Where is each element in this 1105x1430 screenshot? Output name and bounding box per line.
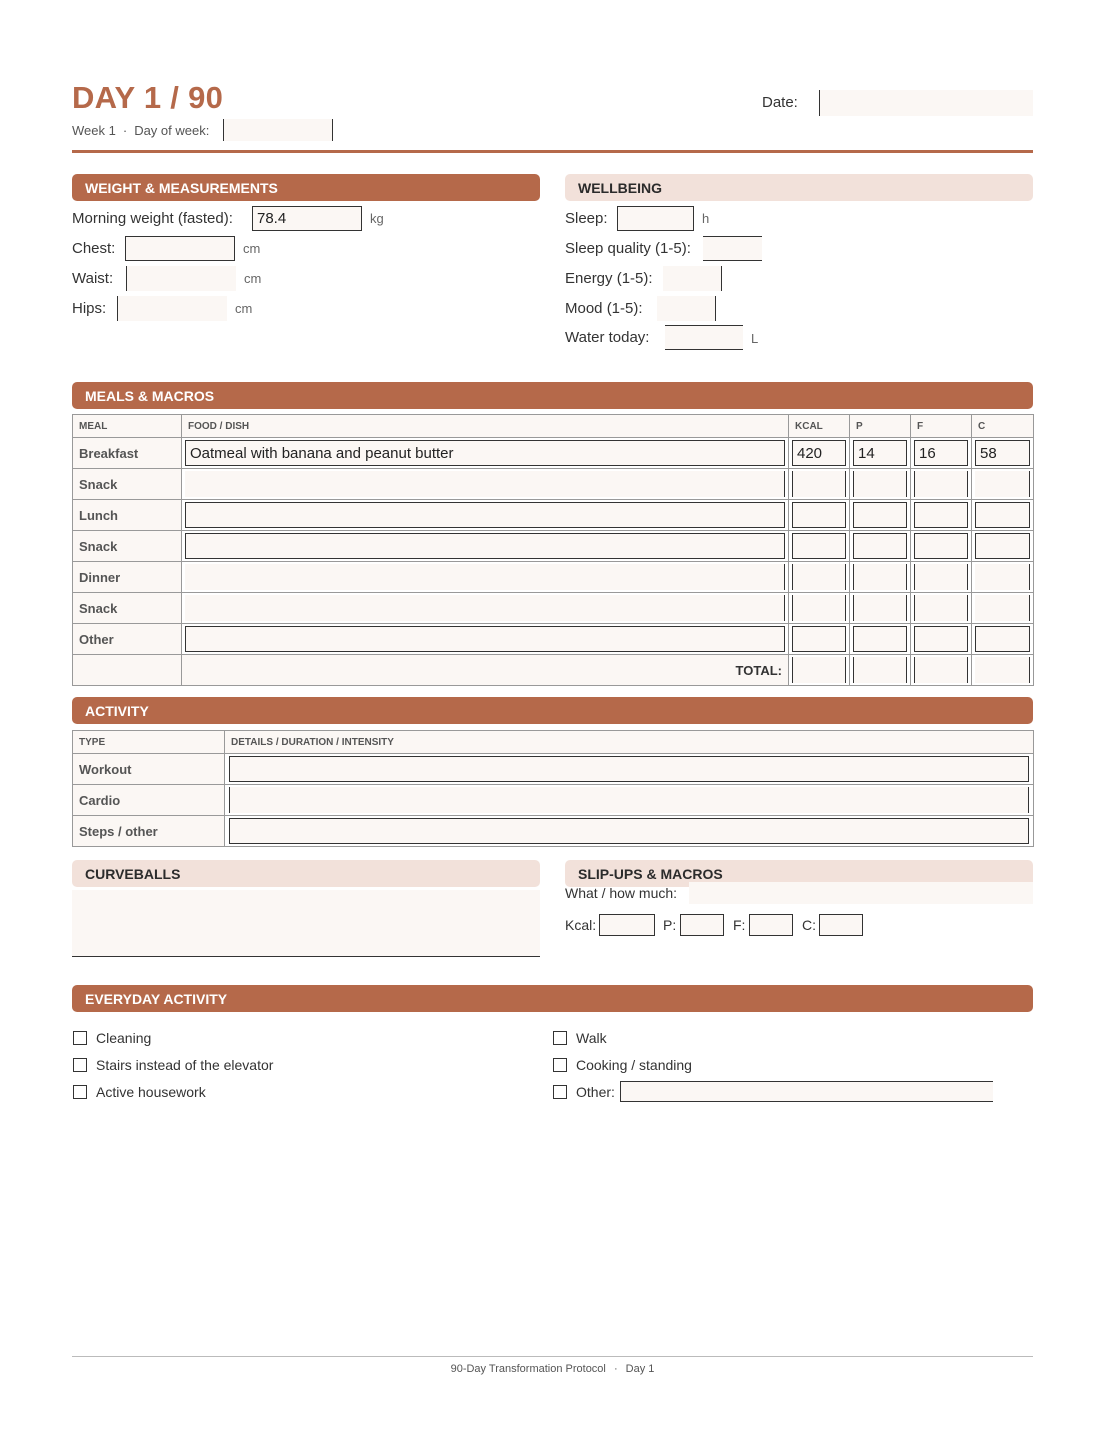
page-title: DAY 1 / 90 <box>72 80 224 115</box>
kcal-input[interactable] <box>792 533 846 559</box>
kcal-input[interactable] <box>792 564 846 590</box>
meal-column-header: MEAL <box>73 415 182 438</box>
sleep-field[interactable] <box>617 206 694 231</box>
checkbox-label: Active housework <box>96 1084 206 1100</box>
checkbox-box[interactable] <box>553 1085 567 1099</box>
kcal-input[interactable] <box>792 595 846 621</box>
protein-column-header: P <box>850 415 911 438</box>
meal-name: Snack <box>73 469 182 500</box>
checkbox-box[interactable] <box>73 1085 87 1099</box>
food-input[interactable] <box>185 502 785 528</box>
sleep-quality-field[interactable] <box>703 236 762 261</box>
footer-day: Day 1 <box>625 1363 655 1375</box>
morning-weight-field[interactable]: 78.4 <box>252 206 362 231</box>
fat-input[interactable] <box>914 502 968 528</box>
table-row <box>73 562 1034 593</box>
other-activity-field[interactable] <box>620 1081 993 1102</box>
total-row-spacer <box>73 655 182 686</box>
fat-input[interactable] <box>914 595 968 621</box>
workout-details-input[interactable] <box>229 756 1029 782</box>
day-of-week-field[interactable] <box>223 119 333 141</box>
checkbox-cooking[interactable] <box>553 1055 692 1075</box>
table-row <box>73 469 1034 500</box>
fat-column-header: F <box>911 415 972 438</box>
checkbox-walk[interactable] <box>553 1028 607 1048</box>
protein-input[interactable]: 14 <box>853 440 907 466</box>
what-how-much-field[interactable] <box>689 882 1033 904</box>
curveballs-section-header: CURVEBALLS <box>72 860 540 887</box>
kcal-input[interactable] <box>792 626 846 652</box>
meals-table <box>72 414 1034 686</box>
food-input[interactable] <box>185 595 785 621</box>
kcal-input[interactable] <box>792 502 846 528</box>
protein-input[interactable] <box>853 502 907 528</box>
total-row <box>73 655 1034 686</box>
hips-label: Hips: <box>72 299 107 317</box>
meals-section-header: MEALS & MACROS <box>72 382 1033 409</box>
total-protein-input[interactable] <box>853 657 907 683</box>
food-column-header: FOOD / DISH <box>182 415 789 438</box>
checkbox-box[interactable] <box>73 1058 87 1072</box>
meal-name: Dinner <box>73 562 182 593</box>
table-row <box>73 438 1034 469</box>
morning-weight-label: Morning weight (fasted): <box>72 209 233 227</box>
checkbox-label: Cooking / standing <box>576 1057 692 1073</box>
waist-field[interactable] <box>126 266 236 291</box>
hips-field[interactable] <box>117 296 227 321</box>
protein-input[interactable] <box>853 626 907 652</box>
slipup-fat-label: F: <box>733 917 746 933</box>
activity-table <box>72 730 1034 847</box>
checkbox-label: Other: <box>576 1084 615 1100</box>
table-row <box>73 593 1034 624</box>
fat-input[interactable] <box>914 626 968 652</box>
type-column-header: TYPE <box>73 731 225 754</box>
protein-input[interactable] <box>853 471 907 497</box>
table-row <box>73 785 1034 816</box>
footer-text: 90-Day Transformation Protocol <box>450 1363 606 1375</box>
week-line <box>72 118 209 142</box>
kg-unit: kg <box>370 210 384 226</box>
fat-input[interactable] <box>914 471 968 497</box>
food-input[interactable] <box>185 533 785 559</box>
carbs-input[interactable]: 58 <box>975 440 1030 466</box>
mood-label: Mood (1-5): <box>565 299 643 317</box>
sleep-quality-label: Sleep quality (1-5): <box>565 239 691 257</box>
protein-input[interactable] <box>853 533 907 559</box>
activity-section-header: ACTIVITY <box>72 697 1033 724</box>
total-kcal-input[interactable] <box>792 657 846 683</box>
activity-type: Steps / other <box>73 816 225 847</box>
energy-label: Energy (1-5): <box>565 269 653 287</box>
meal-name: Snack <box>73 531 182 562</box>
meal-name: Other <box>73 624 182 655</box>
checkbox-box[interactable] <box>553 1031 567 1045</box>
fat-input[interactable]: 16 <box>914 440 968 466</box>
food-input[interactable] <box>185 564 785 590</box>
meals-header-row <box>73 415 1034 438</box>
footer-separator: · <box>613 1363 618 1375</box>
kcal-input[interactable]: 420 <box>792 440 846 466</box>
table-row <box>73 531 1034 562</box>
everyday-section-header: EVERYDAY ACTIVITY <box>72 985 1033 1012</box>
hours-unit: h <box>702 210 710 226</box>
slipup-carbs-label: C: <box>802 917 816 933</box>
fat-input[interactable] <box>914 564 968 590</box>
meal-name: Lunch <box>73 500 182 531</box>
header-divider <box>72 150 1033 153</box>
carbs-input[interactable] <box>975 533 1030 559</box>
carbs-input[interactable] <box>975 564 1030 590</box>
checkbox-label: Cleaning <box>96 1030 152 1046</box>
total-label: TOTAL: <box>182 655 789 686</box>
checkbox-label: Stairs instead of the elevator <box>96 1057 274 1073</box>
activity-type: Workout <box>73 754 225 785</box>
kcal-column-header: KCAL <box>789 415 850 438</box>
slipup-carbs-field[interactable] <box>819 914 863 936</box>
table-row <box>73 500 1034 531</box>
energy-field[interactable] <box>663 266 722 291</box>
slipups-section-header: SLIP-UPS & MACROS <box>565 860 1033 887</box>
chest-unit: cm <box>243 240 261 256</box>
checkbox-other[interactable] <box>553 1082 615 1102</box>
activity-type: Cardio <box>73 785 225 816</box>
protein-input[interactable] <box>853 595 907 621</box>
separator: · <box>122 122 128 138</box>
total-fat-input[interactable] <box>914 657 968 683</box>
details-column-header: DETAILS / DURATION / INTENSITY <box>225 731 1034 754</box>
water-label: Water today: <box>565 328 650 346</box>
waist-unit: cm <box>244 270 262 286</box>
food-input[interactable] <box>185 626 785 652</box>
checkbox-cleaning[interactable] <box>73 1028 151 1048</box>
sleep-label: Sleep: <box>565 209 608 227</box>
cardio-details-input[interactable] <box>229 787 1029 813</box>
kcal-input[interactable] <box>792 471 846 497</box>
slipup-fat-field[interactable] <box>749 914 793 936</box>
meal-name: Breakfast <box>73 438 182 469</box>
day-of-week-label: Day of week: <box>134 122 210 138</box>
steps-details-input[interactable] <box>229 818 1029 844</box>
food-input[interactable] <box>185 471 785 497</box>
carbs-column-header: C <box>972 415 1034 438</box>
checkbox-stairs[interactable] <box>73 1055 273 1075</box>
curveballs-notes-field[interactable] <box>72 890 540 957</box>
carbs-input[interactable] <box>975 626 1030 652</box>
weight-section-header: WEIGHT & MEASUREMENTS <box>72 174 540 201</box>
chest-label: Chest: <box>72 239 116 257</box>
liters-unit: L <box>751 330 759 346</box>
week-label: Week 1 <box>72 122 116 138</box>
carbs-input[interactable] <box>975 471 1030 497</box>
slipup-protein-field[interactable] <box>680 914 724 936</box>
meal-name: Snack <box>73 593 182 624</box>
slipup-kcal-field[interactable] <box>599 914 655 936</box>
chest-field[interactable] <box>125 236 235 261</box>
slipup-kcal-label: Kcal: <box>565 917 597 933</box>
water-field[interactable] <box>665 325 743 350</box>
checkbox-label: Walk <box>576 1030 607 1046</box>
food-input[interactable]: Oatmeal with banana and peanut butter <box>185 440 785 466</box>
checkbox-housework[interactable] <box>73 1082 206 1102</box>
protein-input[interactable] <box>853 564 907 590</box>
page-footer <box>72 1363 1033 1375</box>
wellbeing-section-header: WELLBEING <box>565 174 1033 201</box>
table-row <box>73 754 1034 785</box>
checkbox-box[interactable] <box>73 1031 87 1045</box>
activity-header-row <box>73 731 1034 754</box>
waist-label: Waist: <box>72 269 114 287</box>
what-how-much-label: What / how much: <box>565 885 678 901</box>
carbs-input[interactable] <box>975 595 1030 621</box>
mood-field[interactable] <box>657 296 716 321</box>
hips-unit: cm <box>235 300 253 316</box>
total-carbs-input[interactable] <box>975 657 1030 683</box>
fat-input[interactable] <box>914 533 968 559</box>
carbs-input[interactable] <box>975 502 1030 528</box>
table-row <box>73 816 1034 847</box>
slipup-protein-label: P: <box>663 917 677 933</box>
table-row <box>73 624 1034 655</box>
footer-divider <box>72 1356 1033 1357</box>
checkbox-box[interactable] <box>553 1058 567 1072</box>
date-field[interactable] <box>819 90 1033 116</box>
date-label: Date: <box>762 93 798 111</box>
